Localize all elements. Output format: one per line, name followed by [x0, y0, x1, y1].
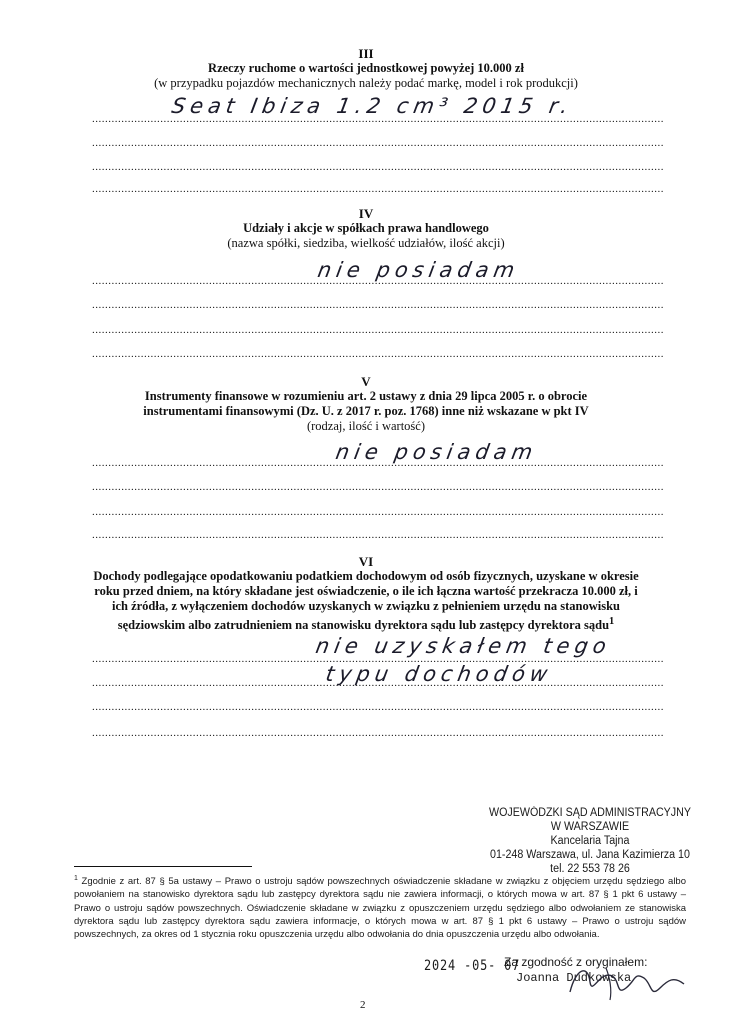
section-v [60, 374, 672, 434]
footnote-ref: 1 [609, 616, 615, 627]
fill-line [92, 298, 664, 312]
fill-line [92, 182, 664, 196]
section-iii [60, 46, 672, 91]
handwritten-answer: Seat Ibiza 1.2 cm³ 2015 r. [169, 94, 575, 118]
stamp-line: tel. 22 553 78 26 [550, 863, 630, 875]
section-title-line: sędziowskim albo zatrudnieniem na stanowisku dyrektora sądu lub zastępcy dyrektora sądu [117, 618, 610, 633]
section-number: V [361, 374, 371, 389]
fill-line [92, 323, 664, 337]
handwritten-answer: nie posiadam [333, 440, 540, 464]
fill-line [92, 160, 664, 174]
stamp-line: Kancelaria Tajna [550, 835, 630, 847]
section-iv [60, 206, 672, 251]
fill-line [92, 700, 664, 714]
fill-line [92, 726, 664, 740]
section-title: Rzeczy ruchome o wartości jednostkowej powyżej 10.000 zł [208, 61, 524, 75]
section-title-line: ich źródła, z wyłączeniem dochodów uzyskanych w związku z pełnieniem urzędu na stanowisku [111, 599, 620, 613]
court-stamp [488, 806, 693, 876]
date-stamp: 2024 -05- 07 [424, 958, 521, 974]
page-number: 2 [360, 999, 366, 1011]
footnote-text: Zgodnie z art. 87 § 5a ustawy – Prawo o ustroju sądów powszechnych oświadczenie składane w związku z objęciem urzędu sędziego albo powołaniem na stanowisko dyrektora sądu lub zastępcy dyrektora sądu nie zawiera informacji, o których mowa w art. 87 § 1 pkt 6 ustawy – Prawo o ustroju sądów powszechnych. Oświadczenie składane w związku z opuszczeniem urzędu sędziego albo odwołaniem ze stanowiska dyrektora sądu lub zastępcy dyrektora sądu zawiera informacje, o których mowa w art. 87 § 1 pkt 6 ustawy – Prawo o ustroju sądów powszechnych, za okres od 1 stycznia roku opuszczenia urzędu albo odwołania do dnia opuszczenia urzędu albo odwołania. [74, 876, 686, 940]
section-vi [60, 554, 672, 633]
footnote [74, 872, 686, 941]
section-number: VI [358, 554, 374, 569]
section-title-line: instrumentami finansowymi (Dz. U. z 2017 r. poz. 1768) inne niż wskazane w pkt IV [143, 404, 589, 418]
certification-label: Za zgodność z oryginałem: [504, 955, 648, 969]
section-title: Udziały i akcje w spółkach prawa handlowego [243, 221, 489, 235]
stamp-line: W WARSZAWIE [550, 821, 630, 833]
section-subtitle: (w przypadku pojazdów mechanicznych należy podać markę, model i rok produkcji) [154, 76, 578, 90]
fill-line [92, 480, 664, 494]
handwritten-answer: typu dochodów [323, 662, 555, 686]
fill-line [92, 347, 664, 361]
fill-line [92, 505, 664, 519]
footnote-marker: 1 [74, 875, 78, 882]
section-subtitle: (rodzaj, ilość i wartość) [306, 419, 425, 433]
fill-line [92, 136, 664, 150]
signature-icon [560, 958, 692, 1006]
section-number: III [358, 46, 374, 61]
handwritten-answer: nie uzyskałem tego [313, 634, 614, 658]
fill-line [92, 528, 664, 542]
stamp-line: 01-248 Warszawa, ul. Jana Kazimierza 10 [490, 849, 690, 861]
section-title-line: roku przed dniem, na który składane jest oświadczenie, o ile ich łączna wartość przekracza 10.000 zł, i [94, 584, 638, 598]
section-title-line: Instrumenty finansowe w rozumieniu art. 2 ustawy z dnia 29 lipca 2005 r. o obrocie [144, 389, 588, 403]
certifier-name: Joanna Dudkowska [516, 971, 632, 985]
footnote-separator [74, 866, 252, 867]
section-number: IV [358, 206, 374, 221]
section-subtitle: (nazwa spółki, siedziba, wielkość udziałów, ilość akcji) [227, 236, 505, 250]
handwritten-answer: nie posiadam [315, 258, 522, 282]
stamp-line: WOJEWÓDZKI SĄD ADMINISTRACYJNY [488, 807, 692, 819]
section-title-line: Dochody podlegające opodatkowaniu podatkiem dochodowym od osób fizycznych, uzyskane w okresie [93, 569, 639, 583]
